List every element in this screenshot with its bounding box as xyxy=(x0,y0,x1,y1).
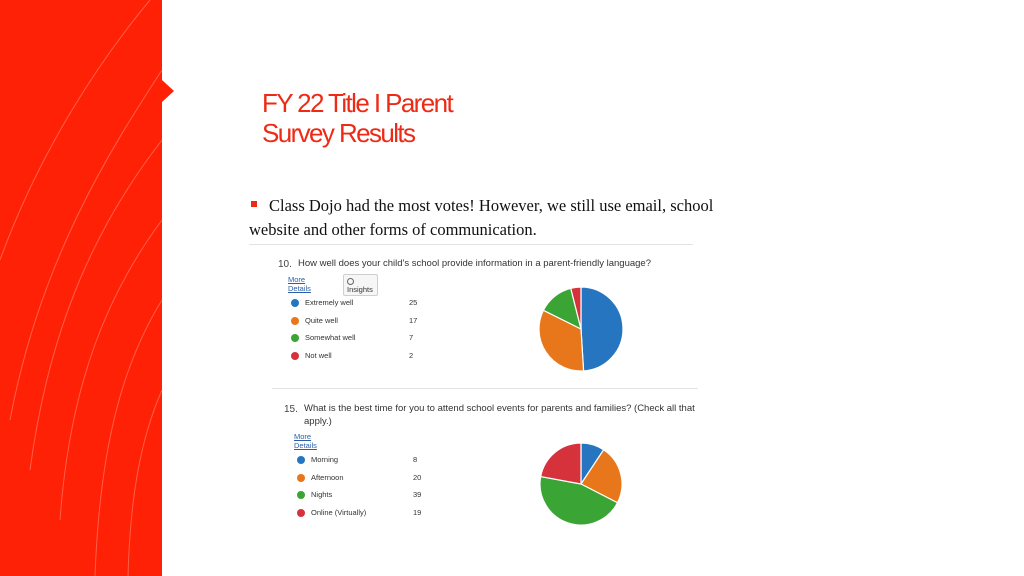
chart-legend xyxy=(297,454,427,524)
separator-middle xyxy=(272,388,698,389)
legend-swatch xyxy=(297,509,305,517)
legend-item xyxy=(291,332,421,350)
slide-title xyxy=(262,88,452,148)
insights-button[interactable] xyxy=(343,274,378,296)
pie-slice xyxy=(541,443,581,484)
legend-label: Nights xyxy=(311,490,333,499)
legend-item xyxy=(291,315,421,333)
legend-swatch xyxy=(297,491,305,499)
legend-item xyxy=(297,507,427,525)
legend-swatch xyxy=(291,299,299,307)
legend-value: 17 xyxy=(409,315,418,325)
bullet-text: Class Dojo had the most votes! However, we still use email, school website and other forms of communication. xyxy=(249,196,714,239)
legend-label: Online (Virtually) xyxy=(311,507,367,517)
legend-swatch xyxy=(291,352,299,360)
pie-chart xyxy=(532,280,632,380)
legend-value: 2 xyxy=(409,350,414,360)
legend-label: Extremely well xyxy=(305,298,354,307)
title-line-1: FY 22 Title I Parent xyxy=(262,88,453,118)
chart-legend xyxy=(291,297,421,367)
question-number: 15. xyxy=(284,404,298,415)
legend-value: 7 xyxy=(409,333,414,342)
separator-top xyxy=(249,244,693,245)
legend-label: Not well xyxy=(305,350,332,360)
legend-swatch xyxy=(291,334,299,342)
question-text: What is the best time for you to attend school events for parents and families? (Check all that apply.) xyxy=(304,403,695,427)
more-details-link[interactable]: More Details xyxy=(288,275,311,293)
legend-value: 39 xyxy=(413,490,422,499)
legend-item xyxy=(297,472,427,490)
more-details-link[interactable]: More Details xyxy=(294,432,317,450)
legend-swatch xyxy=(297,474,305,482)
insights-label: Insights xyxy=(347,285,373,294)
legend-value: 25 xyxy=(409,298,418,307)
legend-label: Morning xyxy=(311,455,339,464)
legend-swatch xyxy=(291,317,299,325)
legend-item xyxy=(297,489,427,507)
legend-value: 20 xyxy=(413,472,422,482)
legend-item xyxy=(291,350,421,368)
legend-label: Quite well xyxy=(305,315,338,325)
legend-value: 19 xyxy=(413,507,422,517)
question-number: 10. xyxy=(278,259,292,270)
pie-slice xyxy=(581,287,623,371)
lightbulb-icon xyxy=(347,278,354,285)
question-text: How well does your child's school provide information in a parent-friendly language? xyxy=(298,258,651,269)
legend-swatch xyxy=(297,456,305,464)
decorative-side-band xyxy=(0,0,175,576)
pie-chart xyxy=(532,436,632,536)
legend-label: Somewhat well xyxy=(305,333,356,342)
legend-label: Afternoon xyxy=(311,472,344,482)
legend-item xyxy=(291,297,421,315)
title-line-2: Survey Results xyxy=(262,118,415,148)
legend-item xyxy=(297,454,427,472)
legend-value: 8 xyxy=(413,455,418,464)
